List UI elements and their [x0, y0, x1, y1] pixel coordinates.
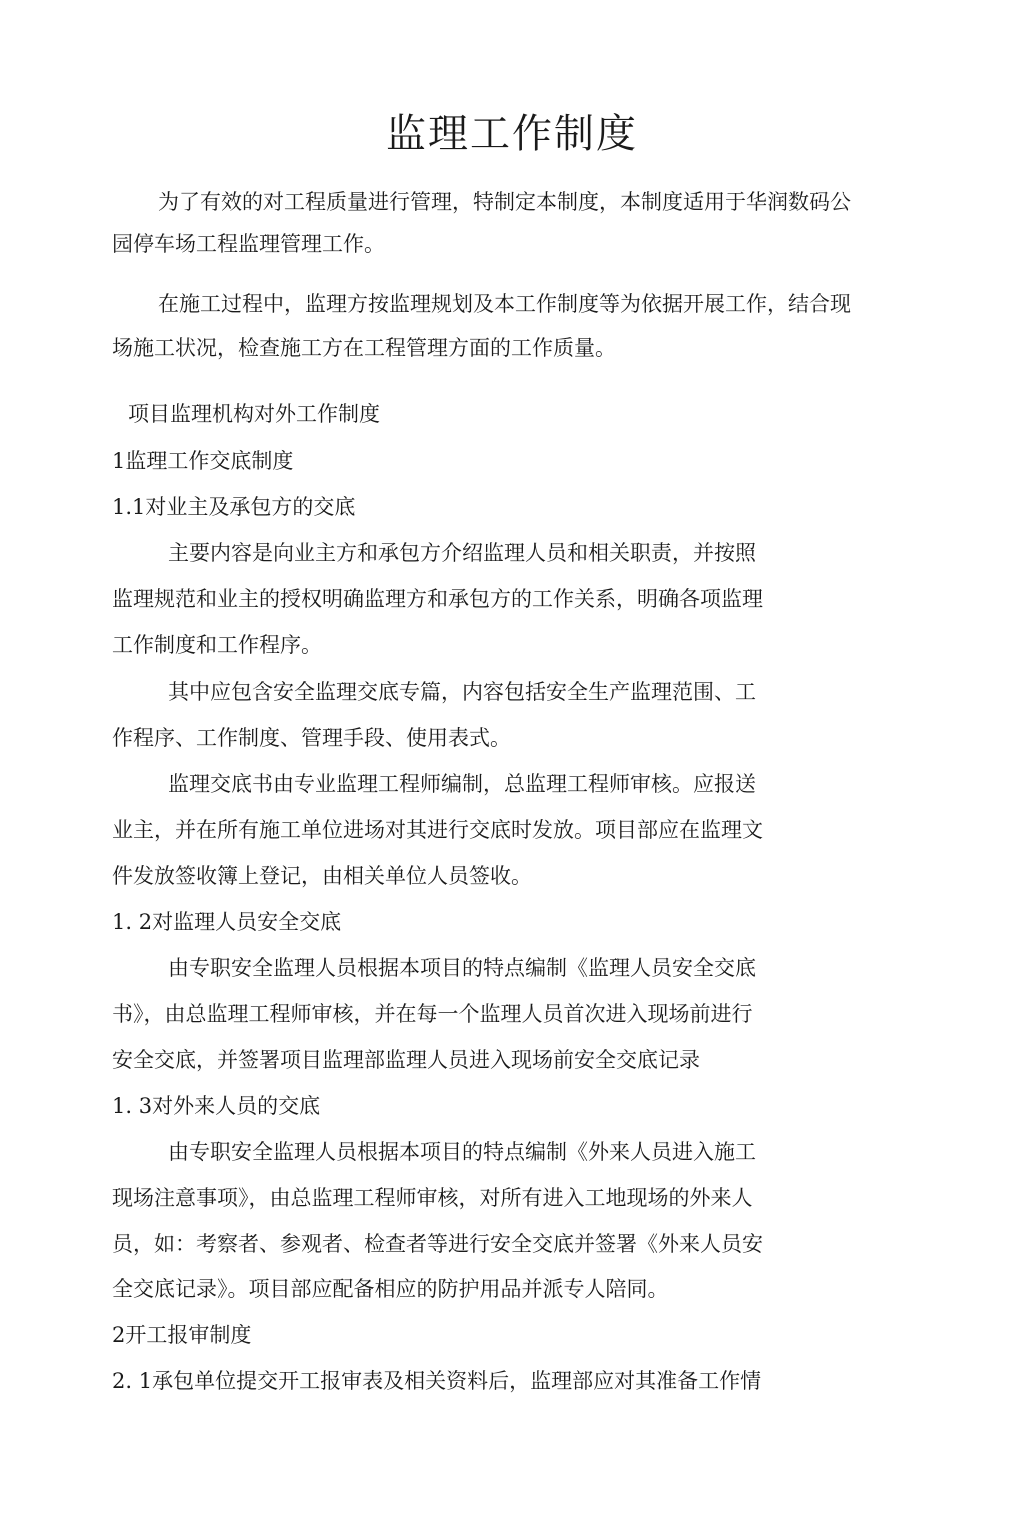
paragraph-line: 员，如：考察者、参观者、检查者等进行安全交底并签署《外来人员安 [112, 1232, 763, 1256]
paragraph-line: 由专职安全监理人员根据本项目的特点编制《监理人员安全交底 [168, 956, 756, 980]
subsection-heading: 1.1对业主及承包方的交底 [112, 495, 356, 519]
paragraph-line: 主要内容是向业主方和承包方介绍监理人员和相关职责，并按照 [168, 541, 756, 565]
paragraph-line: 其中应包含安全监理交底专篇，内容包括安全生产监理范围、工 [168, 680, 756, 704]
paragraph-line: 在施工过程中，监理方按监理规划及本工作制度等为依据开展工作，结合现 [158, 292, 851, 316]
paragraph-line: 业主，并在所有施工单位进场对其进行交底时发放。项目部应在监理文 [112, 818, 763, 842]
paragraph-line: 现场注意事项》，由总监理工程师审核，对所有进入工地现场的外来人 [112, 1186, 753, 1210]
section-heading: 1监理工作交底制度 [112, 449, 294, 473]
paragraph-line: 工作制度和工作程序。 [112, 633, 322, 657]
paragraph-line: 件发放签收簿上登记，由相关单位人员签收。 [112, 864, 532, 888]
paragraph-line: 书》，由总监理工程师审核，并在每一个监理人员首次进入现场前进行 [112, 1002, 753, 1026]
paragraph-line: 安全交底，并签署项目监理部监理人员进入现场前安全交底记录 [112, 1048, 700, 1072]
paragraph-line: 全交底记录》。项目部应配备相应的防护用品并派专人陪同。 [112, 1277, 669, 1301]
paragraph-line: 由专职安全监理人员根据本项目的特点编制《外来人员进入施工 [168, 1140, 756, 1164]
paragraph-line: 2. 1承包单位提交开工报审表及相关资料后，监理部应对其准备工作情 [112, 1369, 762, 1393]
document-title: 监理工作制度 [386, 111, 638, 157]
paragraph-line: 场施工状况，检查施工方在工程管理方面的工作质量。 [112, 336, 616, 360]
section-heading: 项目监理机构对外工作制度 [128, 402, 380, 426]
paragraph-line: 监理规范和业主的授权明确监理方和承包方的工作关系，明确各项监理 [112, 587, 763, 611]
subsection-heading: 1. 2对监理人员安全交底 [112, 910, 342, 934]
paragraph-line: 作程序、工作制度、管理手段、使用表式。 [112, 726, 511, 750]
paragraph-line: 监理交底书由专业监理工程师编制，总监理工程师审核。应报送 [168, 772, 756, 796]
paragraph-line: 园停车场工程监理管理工作。 [112, 232, 385, 256]
paragraph-line: 为了有效的对工程质量进行管理，特制定本制度，本制度适用于华润数码公 [158, 190, 851, 214]
subsection-heading: 1. 3对外来人员的交底 [112, 1094, 321, 1118]
section-heading: 2开工报审制度 [112, 1323, 252, 1347]
